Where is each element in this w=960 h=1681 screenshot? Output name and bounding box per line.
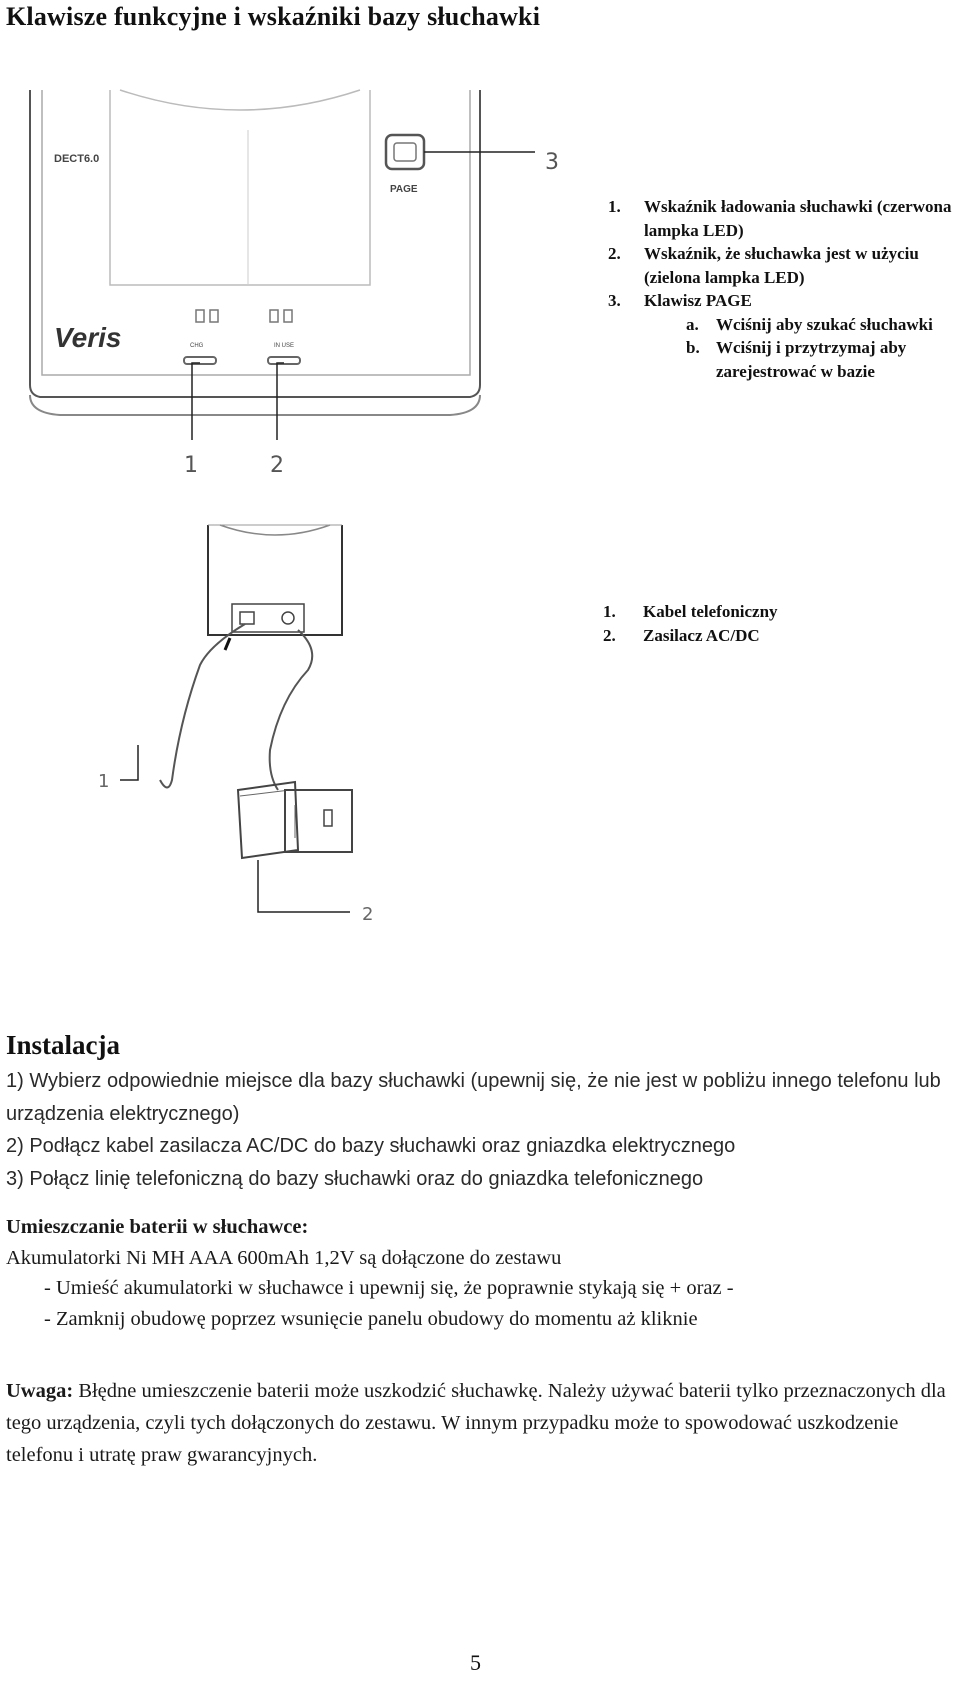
list-item bbox=[603, 600, 943, 624]
page-number: 5 bbox=[470, 1650, 481, 1675]
led-inuse-label: IN USE bbox=[274, 343, 295, 349]
sub-list-item bbox=[608, 336, 960, 383]
veris-logo: Veris bbox=[54, 322, 122, 353]
note-text: Błędne umieszczenie baterii może uszkodzić słuchawkę. Należy używać baterii tylko przeznaczonych dla tego urządzenia, czyli tych dołączonych do zestawu. W innym przypadku może to spowodować uszkodzenie telefonu i utratę praw gwarancyjnych. bbox=[6, 1380, 946, 1466]
list-number: 1. bbox=[603, 602, 616, 621]
list-item bbox=[608, 289, 960, 313]
installation-step: 2) Podłącz kabel zasilacza AC/DC do bazy słuchawki oraz gniazdka elektrycznego bbox=[6, 1135, 736, 1157]
callout-1: 1 bbox=[184, 453, 198, 478]
page-title: Klawisze funkcyjne i wskaźniki bazy słuchawki bbox=[6, 2, 541, 31]
list-number: 2. bbox=[608, 244, 621, 263]
sub-list-item bbox=[608, 313, 960, 337]
list-letter: b. bbox=[686, 338, 700, 357]
list-item bbox=[608, 195, 960, 242]
installation-step: 3) Połącz linię telefoniczną do bazy słuchawki oraz do gniazdka telefonicznego bbox=[6, 1167, 704, 1190]
led-charge-label: CHG bbox=[190, 343, 204, 349]
list-number: 3. bbox=[608, 291, 621, 310]
base-front-illustration bbox=[0, 85, 600, 485]
list-item bbox=[603, 624, 943, 648]
list-text: Wskaźnik, że słuchawka jest w użyciu (zielona lampka LED) bbox=[644, 244, 919, 287]
list-text: Wciśnij aby szukać słuchawki bbox=[716, 314, 933, 334]
list-number: 1. bbox=[608, 197, 621, 216]
callout-2: 2 bbox=[270, 453, 284, 478]
list-text: Klawisz PAGE bbox=[644, 291, 752, 310]
list-number: 2. bbox=[603, 626, 616, 645]
list-item bbox=[608, 242, 960, 289]
list-text: Wskaźnik ładowania słuchawki (czerwona lampka LED) bbox=[644, 197, 952, 240]
callout-2: 2 bbox=[362, 904, 374, 925]
page-button-label: PAGE bbox=[390, 184, 418, 195]
battery-section bbox=[6, 1212, 960, 1334]
installation-step: 1) Wybierz odpowiednie miejsce dla bazy słuchawki (upewnij się, że nie jest w pobliżu innego telefonu lub urządzenia elektrycznego) bbox=[6, 1070, 941, 1125]
installation-heading: Instalacja bbox=[6, 1030, 120, 1060]
warning-note bbox=[6, 1375, 960, 1471]
list-text: Kabel telefoniczny bbox=[643, 602, 778, 621]
note-label: Uwaga: bbox=[6, 1380, 74, 1402]
base-rear-illustration bbox=[80, 520, 500, 960]
callout-3: 3 bbox=[545, 150, 559, 175]
callout-1: 1 bbox=[98, 771, 110, 792]
dect-label: DECT6.0 bbox=[54, 153, 100, 165]
battery-intro: Akumulatorki Ni MH AAA 600mAh 1,2V są dołączone do zestawu bbox=[6, 1246, 562, 1269]
base-indicators-list bbox=[608, 195, 960, 383]
battery-heading: Umieszczanie baterii w słuchawce: bbox=[6, 1216, 309, 1238]
list-text: Wciśnij i przytrzymaj aby zarejestrować w bazie bbox=[716, 338, 907, 381]
battery-bullet: - Zamknij obudowę poprzez wsunięcie panelu obudowy do momentu aż kliknie bbox=[44, 1307, 698, 1330]
connections-list bbox=[603, 600, 943, 648]
battery-bullet: - Umieść akumulatorki w słuchawce i upewnij się, że poprawnie stykają się + oraz - bbox=[44, 1277, 734, 1299]
list-text: Zasilacz AC/DC bbox=[643, 626, 760, 645]
installation-section bbox=[6, 1027, 960, 1195]
list-letter: a. bbox=[686, 314, 699, 334]
